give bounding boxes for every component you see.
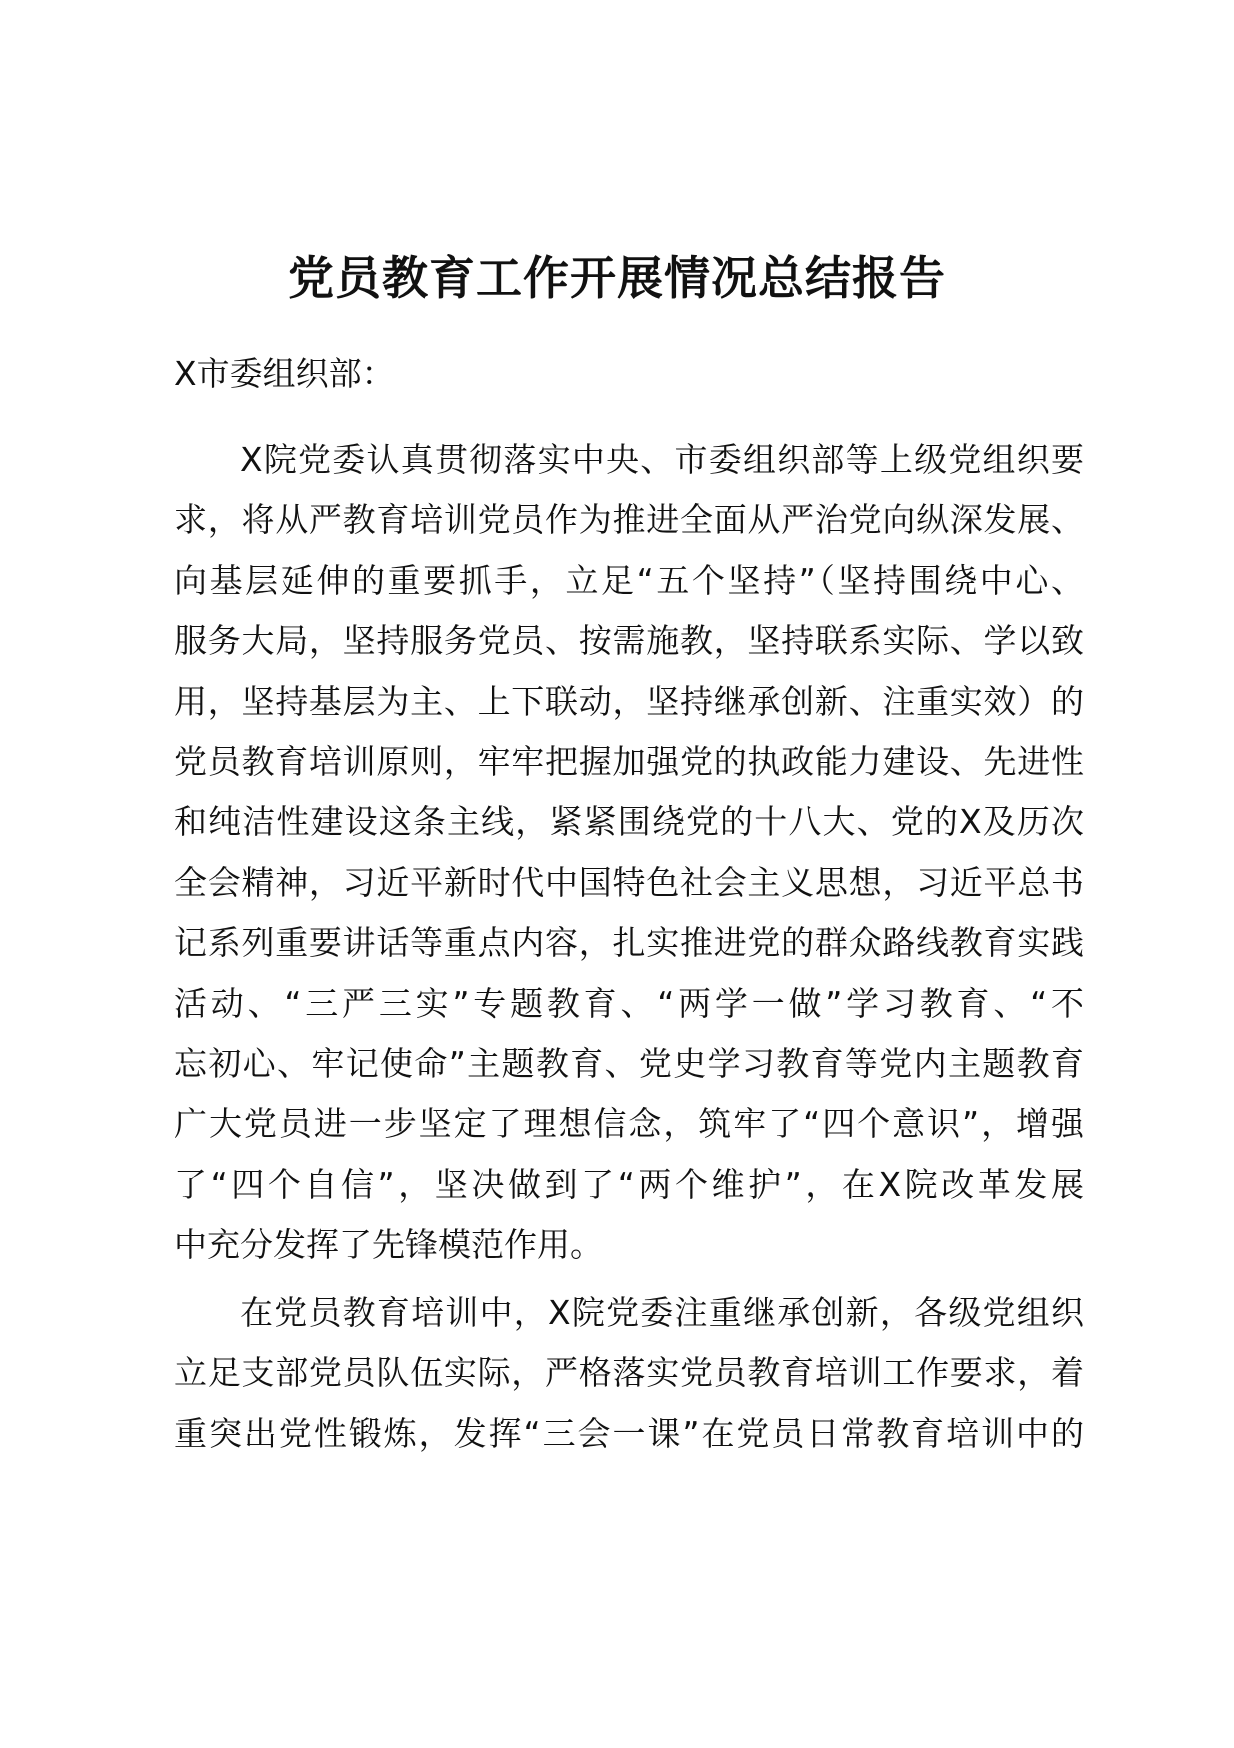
paragraph-line: 党员教育培训原则，牢牢把握加强党的执政能力建设、先进性 <box>174 742 1084 782</box>
paragraph-line: X院党委认真贯彻落实中央、市委组织部等上级党组织要 <box>240 440 1084 479</box>
paragraph-line: 向基层延伸的重要抓手，立足“五个坚持”（坚持围绕中心、 <box>174 560 1084 600</box>
paragraph-line: 忘初心、牢记使命”主题教育、党史学习教育等党内主题教育 <box>174 1044 1084 1084</box>
paragraph-line: 用，坚持基层为主、上下联动，坚持继承创新、注重实效）的 <box>174 681 1084 721</box>
paragraph-line: 立足支部党员队伍实际，严格落实党员教育培训工作要求，着 <box>174 1353 1084 1393</box>
paragraph-line: 重突出党性锻炼，发挥“三会一课”在党员日常教育培训中的 <box>174 1413 1084 1453</box>
paragraph-line: 了“四个自信”，坚决做到了“两个维护”，在X院改革发展 <box>174 1164 1084 1204</box>
paragraph-line: 服务大局，坚持服务党员、按需施教，坚持联系实际、学以致 <box>174 621 1084 661</box>
paragraph-line: 中充分发挥了先锋模范作用。 <box>174 1225 603 1265</box>
paragraph-line: 求，将从严教育培训党员作为推进全面从严治党向纵深发展、 <box>174 500 1084 540</box>
paragraph-line: 在党员教育培训中，X院党委注重继承创新，各级党组织 <box>240 1293 1084 1332</box>
paragraph-1 <box>174 430 1084 1276</box>
paragraph-line: 记系列重要讲话等重点内容，扎实推进党的群众路线教育实践 <box>174 923 1084 963</box>
paragraph-line: 全会精神，习近平新时代中国特色社会主义思想，习近平总书 <box>174 862 1084 902</box>
paragraph-line: 活动、“三严三实”专题教育、“两学一做”学习教育、“不 <box>174 983 1084 1023</box>
paragraph-2 <box>174 1283 1084 1464</box>
document-title: 党员教育工作开展情况总结报告 <box>288 251 946 305</box>
paragraph-line: 广大党员进一步坚定了理想信念，筑牢了“四个意识”，增强 <box>174 1104 1084 1144</box>
salutation: X市委组织部： <box>174 354 395 393</box>
paragraph-line: 和纯洁性建设这条主线，紧紧围绕党的十八大、党的X及历次 <box>174 802 1084 842</box>
